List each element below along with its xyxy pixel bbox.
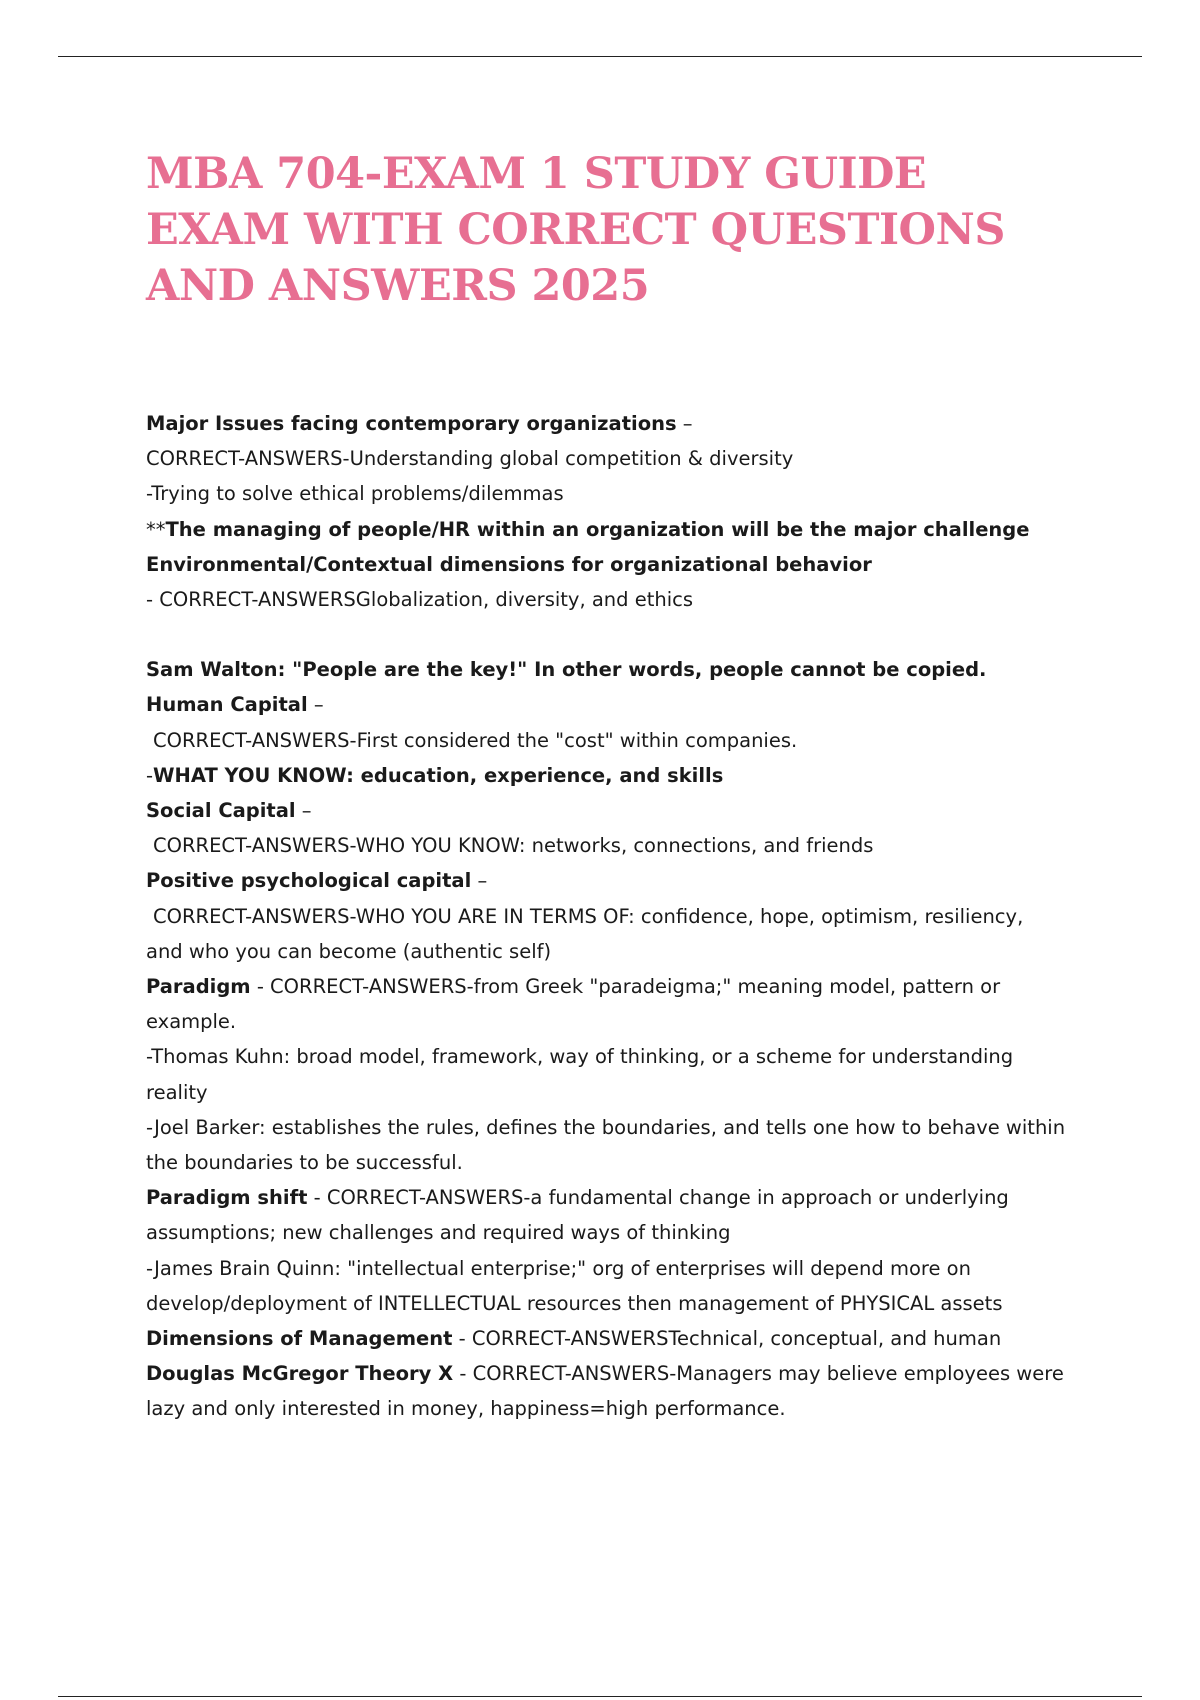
- term: Paradigm: [146, 975, 251, 999]
- document-body: [146, 406, 1066, 1427]
- answer-line: -Trying to solve ethical problems/dilemmas: [146, 482, 564, 506]
- answer-paragraph: -Joel Barker: establishes the rules, defines the boundaries, and tells one how to behave within the boundaries to be successful.: [146, 1115, 1066, 1175]
- answer-paragraph: -Thomas Kuhn: broad model, framework, way of thinking, or a scheme for understanding reality: [146, 1045, 1014, 1104]
- entry-positive-psychological-capital: [146, 863, 1066, 898]
- entry-social-capital: [146, 793, 1066, 828]
- term: Dimensions of Management: [146, 1327, 453, 1351]
- definition: - CORRECT-ANSWERS-from Greek "paradeigma;" meaning model, pattern or example.: [146, 975, 1001, 1034]
- separator: –: [295, 799, 312, 823]
- entry-human-capital: [146, 687, 1066, 722]
- term: Major Issues facing contemporary organizations: [146, 412, 677, 435]
- term: Social Capital: [146, 799, 296, 823]
- entry-paradigm: [146, 969, 1066, 1039]
- entry-dimensions-of-management: [146, 1321, 1066, 1356]
- answer-line: - CORRECT-ANSWERSGlobalization, diversity, and ethics: [146, 588, 694, 612]
- definition: - CORRECT-ANSWERSTechnical, conceptual, and human: [452, 1327, 1002, 1351]
- answer-paragraph: -James Brain Quinn: "intellectual enterprise;" org of enterprises will depend more on develop/deployment of INTELLECTUAL resources then management of PHYSICAL assets: [146, 1256, 1003, 1315]
- bottom-rule: [58, 1696, 1142, 1697]
- bold-text: The managing of people/HR within an organization will be the major challenge: [165, 517, 1030, 541]
- document-title: MBA 704-EXAM 1 STUDY GUIDE EXAM WITH CORRECT QUESTIONS AND ANSWERS 2025: [146, 149, 1005, 311]
- answer-line-bold: [146, 512, 1066, 547]
- entry-major-issues: [146, 406, 1066, 441]
- answer-paragraph: CORRECT-ANSWERS-WHO YOU ARE IN TERMS OF: confidence, hope, optimism, resiliency, and who you can become (authentic self): [146, 904, 1024, 963]
- term: Paradigm shift: [146, 1186, 308, 1210]
- bold-text: WHAT YOU KNOW: education, experience, and skills: [153, 763, 724, 787]
- term: Douglas McGregor Theory X: [146, 1362, 454, 1386]
- separator: –: [471, 869, 488, 893]
- prefix: -: [146, 763, 154, 787]
- answer-line: CORRECT-ANSWERS-WHO YOU KNOW: networks, connections, and friends: [153, 834, 874, 858]
- top-rule: [58, 56, 1142, 57]
- term: Positive psychological capital: [146, 869, 472, 893]
- definition: - CORRECT-ANSWERS-a fundamental change in approach or underlying assumptions; new challenges and required ways of thinking: [146, 1186, 1009, 1245]
- prefix: **: [146, 517, 166, 541]
- term: Human Capital: [146, 693, 308, 717]
- answer-line: CORRECT-ANSWERS-Understanding global competition & diversity: [146, 447, 794, 471]
- separator: –: [307, 693, 324, 717]
- separator: –: [676, 412, 693, 435]
- answer-line: CORRECT-ANSWERS-First considered the "cost" within companies.: [153, 728, 798, 752]
- entry-paradigm-shift: [146, 1180, 1066, 1250]
- answer-line-bold: [146, 758, 1066, 793]
- entry-theory-x: [146, 1356, 1066, 1426]
- entry-environmental-dimensions: Environmental/Contextual dimensions for organizational behavior: [146, 552, 872, 576]
- definition: - CORRECT-ANSWERS-Managers may believe employees were lazy and only interested in money, happiness=high performance.: [146, 1362, 1064, 1421]
- sam-walton-quote: Sam Walton: "People are the key!" In other words, people cannot be copied.: [146, 658, 987, 682]
- spacer: [146, 617, 1066, 652]
